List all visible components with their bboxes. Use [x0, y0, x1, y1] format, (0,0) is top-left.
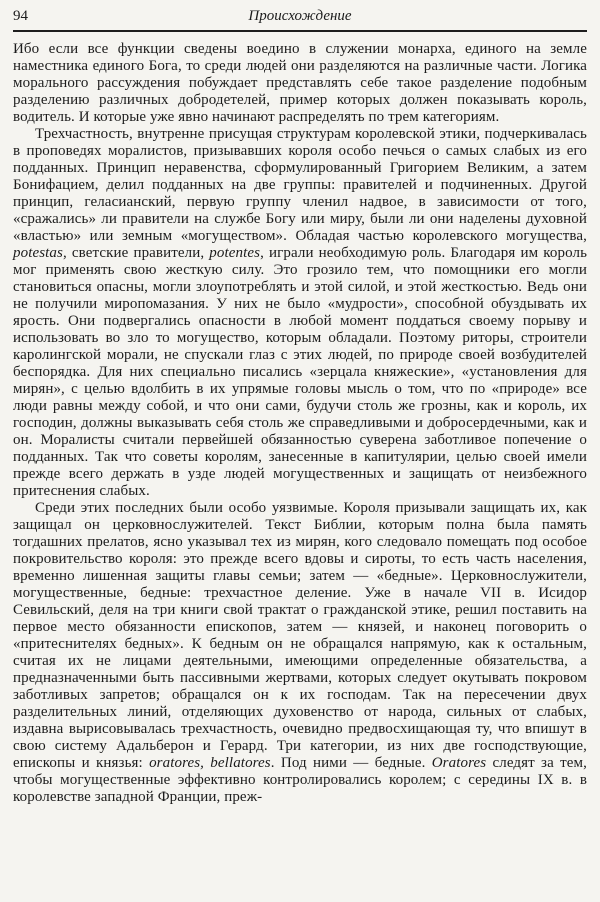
latin-term: potentes	[209, 245, 261, 261]
paragraph-1	[13, 41, 587, 126]
text-segment: Ибо если все функции сведены воедино в служении монарха, единого на земле наместника единого Бога, то среди людей они разделяются на различные части. Логика морального рассуждения побуждает представлять себе такое разделение подобным разделению различных добродетелей, пример которых должен показывать король, водитель. И которые уже явно начинают распределять по трем категориям.	[13, 41, 587, 125]
latin-term: oratores, bellatores	[149, 755, 271, 771]
text-segment: Трехчастность, внутренне присущая структурам королевской этики, подчеркивалась в проповедях моралистов, призывавших короля особо печься о самых слабых из его подданных. Принцип неравенства, сформулированный Григорием Великим, а затем Бонифацием, делил подданных на две группы: правителей и подчиненных. Другой принцип, геласианский, первую группу членил надвое, в зависимости от того, «сражались» ли правители на службе Богу или миру, были ли они наделены духовной «властью» или земным «могуществом». Обладая частью королевского могущества,	[13, 126, 587, 244]
text-segment: . Под ними — бедные.	[270, 755, 432, 771]
latin-term: Oratores	[431, 755, 487, 771]
latin-term: potestas	[13, 245, 63, 261]
running-title: Происхождение	[248, 8, 352, 24]
header-rule	[13, 30, 587, 32]
text-segment: , играли необходимую роль. Благодаря им король мог применять свою жесткую силу. Это грозило тем, что помощники его могли становиться опасны, могли злоупотреблять и этой силой, и этой жесткостью. Ведь они не получили миропомазания. У них не было «мудрости», способной обуздывать их ярость. Они подвергались опасности в любой момент поддаться своему порыву и использовать во зло то могущество, которым обладали. Поэтому риторы, строители каролингской морали, не спускали глаз с этих людей, по природе своей возбудителей беспорядка. Для них специально писались «зерцала княжеские», «установления для мирян», с целью вдолбить в их упрямые головы мысль о том, что по «природе» все люди равны между собой, и что они сами, будучи столь же грозны, как и король, их господин, должны выказывать себя столь же справедливыми и добросердечными, как и он. Моралисты считали первейшей обязанностью суверена заботливое попечение о подданных. Так что советы королям, занесенные в капитулярии, целью своей имели прежде всего держать в узде людей могущественных и защищать от неизбежного притеснения слабых.	[13, 245, 588, 499]
page-number: 94	[13, 8, 28, 24]
paragraph-2	[13, 126, 587, 500]
page-header	[13, 8, 587, 28]
paragraph-3	[13, 500, 587, 806]
body-text	[13, 41, 587, 806]
text-segment: , светские правители,	[62, 245, 210, 261]
text-segment: Среди этих последних были особо уязвимые. Короля призывали защищать их, как защищал он церковнослужителей. Текст Библии, которым полна была память тогдашних прелатов, ясно указывал тех из мирян, кого следовало помещать под особое покровительство короля: это прежде всего вдовы и сироты, то есть часть населения, временно лишенная защиты главы семьи; затем — «бедные». Церковнослужители, могущественные, бедные: трехчастное деление. Уже в начале VII в. Исидор Севильский, деля на три книги свой трактат о гражданской этике, решил поставить на первое место обязанности епископов, затем — князей, и наконец поговорить о «притеснителях бедных». К бедным он не обращался напрямую, как к остальным, считая их не лицами деятельными, имеющими определенные обязательства, а предназначенными быть пассивными жертвами, которых следует окутывать покровом заботливых запретов; обращался он к их господам. Так на пересечении двух разделительных линий, отделяющих духовенство от народа, сильных от слабых, издавна вырисовывалась трехчастность, очевидно предвосхищающая ту, что впишут в свою систему Адальберон и Герард. Три категории, из них две господствующие, епископы и князья:	[13, 500, 587, 771]
text-segment: следят за тем, чтобы могущественные эффективно контролировались королем; с середины IX в. в королевстве западной Франции, преж-	[13, 755, 587, 805]
